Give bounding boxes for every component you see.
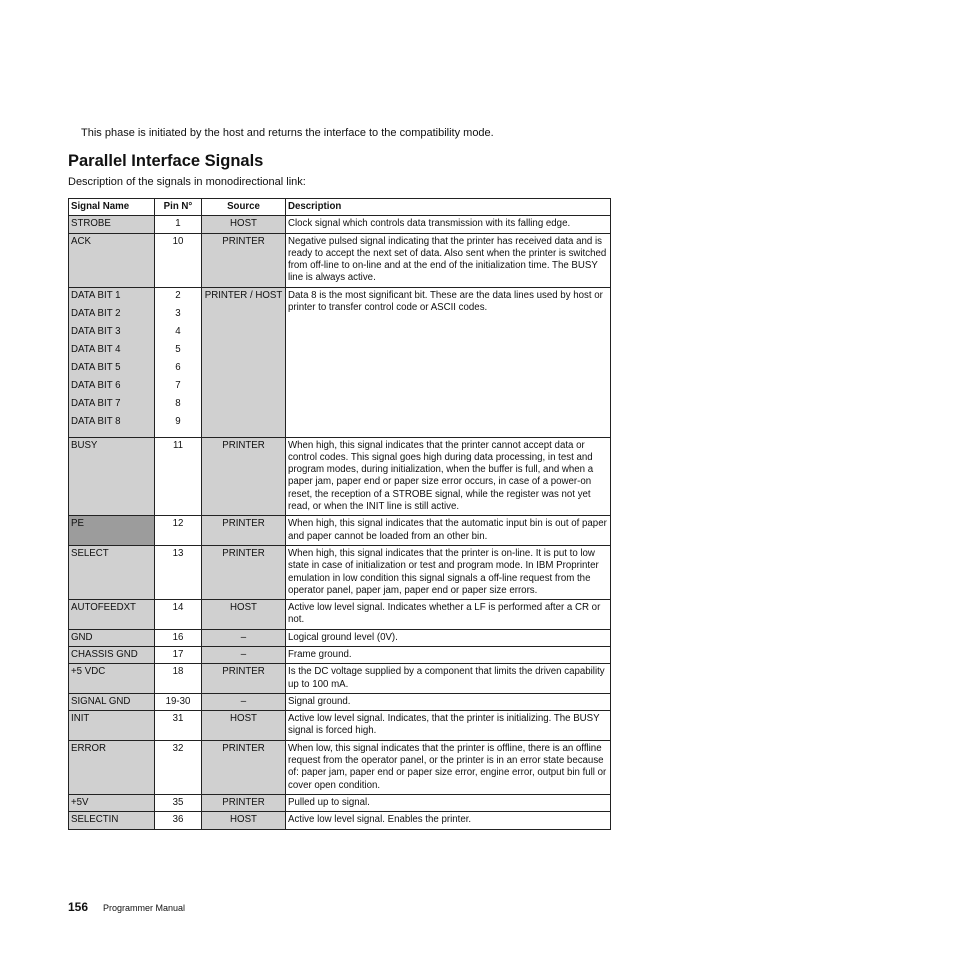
signal-name: GND — [69, 629, 155, 646]
signal-description: Is the DC voltage supplied by a component that limits the driven capability up to 100 mA. — [286, 664, 611, 694]
signal-name: +5V — [69, 794, 155, 811]
pin-number: 36 — [155, 812, 202, 829]
signal-source: HOST — [202, 711, 286, 741]
signal-source: HOST — [202, 600, 286, 630]
signal-description: Signal ground. — [286, 693, 611, 710]
signal-source: – — [202, 693, 286, 710]
table-caption: Description of the signals in monodirectional link: — [68, 176, 306, 188]
table-row — [69, 545, 611, 599]
pin-number: 19-30 — [155, 693, 202, 710]
signal-description: Negative pulsed signal indicating that the printer has received data and is ready to accept the next set of data. Also sent when the printer is switched from off-line to on-line and at the end of the initialization time. The BUSY line is always active. — [286, 233, 611, 287]
signal-name: STROBE — [69, 216, 155, 233]
signal-name: DATA BIT 6 — [71, 380, 121, 392]
table-row — [69, 600, 611, 630]
signal-name: CHASSIS GND — [69, 646, 155, 663]
pin-number: 3 — [175, 307, 181, 319]
signal-source: PRINTER — [202, 545, 286, 599]
table-row — [69, 516, 611, 546]
signal-name: SELECT — [69, 545, 155, 599]
pin-number: 16 — [155, 629, 202, 646]
signals-table — [68, 198, 611, 830]
table-row — [69, 740, 611, 794]
signal-source: – — [202, 646, 286, 663]
signal-source: – — [202, 629, 286, 646]
signal-name: ACK — [69, 233, 155, 287]
signal-name: DATA BIT 1 — [71, 289, 121, 301]
signal-name: INIT — [69, 711, 155, 741]
signal-description: When high, this signal indicates that the automatic input bin is out of paper and paper cannot be loaded from an other bin. — [286, 516, 611, 546]
signal-description: Logical ground level (0V). — [286, 629, 611, 646]
signal-description: When high, this signal indicates that the printer cannot accept data or control codes. This signal goes high during data processing, in test and program modes, during initialization, when the buffer is full, and when a paper jam, paper end or paper size error occurs, in case of a power-on reset, the reception of a STROBE signal, while the register was not yet read, or when the INIT line is still active. — [286, 437, 611, 516]
table-row — [69, 812, 611, 829]
signal-description: Pulled up to signal. — [286, 794, 611, 811]
signal-description: Frame ground. — [286, 646, 611, 663]
pin-number: 2 — [175, 289, 181, 301]
pin-number: 31 — [155, 711, 202, 741]
pin-number: 18 — [155, 664, 202, 694]
signal-source: HOST — [202, 812, 286, 829]
signal-description: Clock signal which controls data transmission with its falling edge. — [286, 216, 611, 233]
pin-number: 4 — [175, 325, 181, 337]
footer-title: Programmer Manual — [103, 903, 186, 913]
signal-description: Active low level signal. Indicates whether a LF is performed after a CR or not. — [286, 600, 611, 630]
signal-name: +5 VDC — [69, 664, 155, 694]
signal-name: BUSY — [69, 437, 155, 516]
signal-source: HOST — [202, 216, 286, 233]
pin-number: 32 — [155, 740, 202, 794]
signal-name: DATA BIT 2 — [71, 307, 121, 319]
pin-number: 9 — [175, 416, 181, 428]
pin-number: 8 — [175, 398, 181, 410]
signal-source: PRINTER — [202, 664, 286, 694]
pin-number: 6 — [175, 362, 181, 374]
table-row — [69, 437, 611, 516]
signal-name: DATA BIT 7 — [71, 398, 121, 410]
signal-name: SIGNAL GND — [69, 693, 155, 710]
pin-number: 10 — [155, 233, 202, 287]
table-row — [69, 664, 611, 694]
table-row — [69, 646, 611, 663]
table-row — [69, 693, 611, 710]
signal-description: Active low level signal. Indicates, that the printer is initializing. The BUSY signal is forced high. — [286, 711, 611, 741]
signal-name: SELECTIN — [69, 812, 155, 829]
table-row — [69, 794, 611, 811]
signal-source: PRINTER — [202, 794, 286, 811]
signal-source: PRINTER / HOST — [202, 287, 286, 437]
pin-number: 7 — [175, 380, 181, 392]
signal-source: PRINTER — [202, 740, 286, 794]
signal-description: Data 8 is the most significant bit. These are the data lines used by host or printer to transfer control code or ASCII codes. — [286, 287, 611, 437]
pin-number: 11 — [155, 437, 202, 516]
page-number: 156 — [68, 900, 89, 914]
header-signal-name: Signal Name — [69, 199, 155, 216]
table-row — [69, 287, 611, 437]
signal-name: DATA BIT 5 — [71, 362, 121, 374]
header-description: Description — [286, 199, 611, 216]
signal-description: When high, this signal indicates that the printer is on-line. It is put to low state in case of initialization or test and program mode. In IBM Proprinter emulation in low condition this signal signals a off-line request from the operator panel, paper jam, paper end or paper size errors. — [286, 545, 611, 599]
signal-description: Active low level signal. Enables the printer. — [286, 812, 611, 829]
header-pin: Pin N° — [155, 199, 202, 216]
table-row — [69, 629, 611, 646]
signal-source: PRINTER — [202, 437, 286, 516]
table-row — [69, 216, 611, 233]
table-header-row — [69, 199, 611, 216]
intro-paragraph: This phase is initiated by the host and returns the interface to the compatibility mode. — [81, 127, 494, 139]
pin-number: 1 — [155, 216, 202, 233]
pin-number: 17 — [155, 646, 202, 663]
pin-number: 13 — [155, 545, 202, 599]
pin-number: 14 — [155, 600, 202, 630]
pin-number: 35 — [155, 794, 202, 811]
table-row — [69, 711, 611, 741]
pin-number: 12 — [155, 516, 202, 546]
signal-name: DATA BIT 3 — [71, 325, 121, 337]
signal-name: ERROR — [69, 740, 155, 794]
signal-name: AUTOFEEDXT — [69, 600, 155, 630]
signal-name: DATA BIT 8 — [71, 416, 121, 428]
pin-number: 5 — [175, 344, 181, 356]
section-heading: Parallel Interface Signals — [68, 152, 264, 170]
header-source: Source — [202, 199, 286, 216]
signal-description: When low, this signal indicates that the printer is offline, there is an offline request from the operator panel, or the printer is in an error state because of: paper jam, paper end or paper size error, engine error, output bin full or cover open condition. — [286, 740, 611, 794]
signal-source: PRINTER — [202, 516, 286, 546]
pin-number-group — [155, 287, 202, 437]
signal-name: DATA BIT 4 — [71, 344, 121, 356]
table-row — [69, 233, 611, 287]
signal-name-group — [69, 287, 155, 437]
signal-name: PE — [69, 516, 155, 546]
signal-source: PRINTER — [202, 233, 286, 287]
